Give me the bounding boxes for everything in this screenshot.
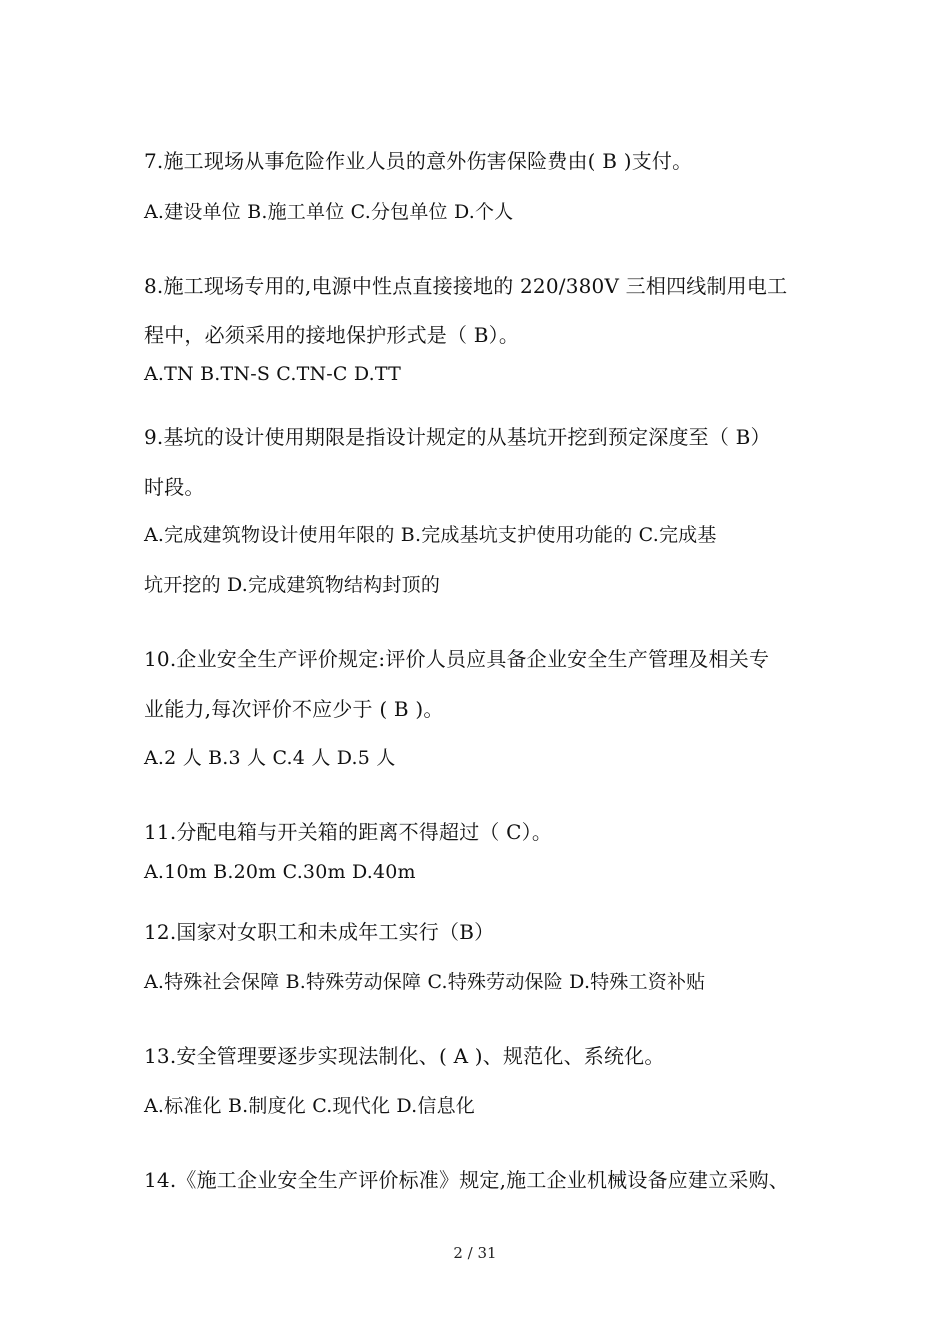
question-9-text-line-1: 9.基坑的设计使用期限是指设计规定的从基坑开挖到预定深度至（ B）: [144, 425, 771, 449]
question-8-text-line-1: 8.施工现场专用的,电源中性点直接接地的 220/380V 三相四线制用电工: [144, 274, 788, 298]
question-12-text: 12.国家对女职工和未成年工实行（B）: [144, 920, 495, 944]
page-number: 2 / 31: [453, 1244, 497, 1262]
question-12-options: A.特殊社会保障 B.特殊劳动保障 C.特殊劳动保险 D.特殊工资补贴: [144, 971, 706, 993]
question-8-options: A.TN B.TN-S C.TN-C D.TT: [144, 363, 401, 385]
question-10-text-line-1: 10.企业安全生产评价规定:评价人员应具备企业安全生产管理及相关专: [144, 647, 770, 671]
question-10-text-line-2: 业能力,每次评价不应少于 ( B )。: [144, 697, 444, 721]
question-9-options-line-2: 坑开挖的 D.完成建筑物结构封顶的: [144, 574, 441, 596]
question-9-options-line-1: A.完成建筑物设计使用年限的 B.完成基坑支护使用功能的 C.完成基: [144, 524, 717, 546]
question-11-text: 11.分配电箱与开关箱的距离不得超过（ C）。: [144, 820, 553, 844]
question-13-options: A.标准化 B.制度化 C.现代化 D.信息化: [144, 1095, 475, 1117]
question-7-text: 7.施工现场从事危险作业人员的意外伤害保险费由( B )支付。: [144, 149, 693, 173]
question-7-options: A.建设单位 B.施工单位 C.分包单位 D.个人: [144, 201, 514, 223]
question-8-text-line-2: 程中，必须采用的接地保护形式是（ B）。: [144, 323, 520, 347]
question-10-options: A.2 人 B.3 人 C.4 人 D.5 人: [144, 747, 396, 769]
question-11-options: A.10m B.20m C.30m D.40m: [144, 861, 416, 883]
question-14-text: 14.《施工企业安全生产评价标准》规定,施工企业机械设备应建立采购、: [144, 1168, 789, 1192]
question-13-text: 13.安全管理要逐步实现法制化、( A )、规范化、系统化。: [144, 1044, 665, 1068]
question-9-text-line-2: 时段。: [144, 475, 205, 499]
